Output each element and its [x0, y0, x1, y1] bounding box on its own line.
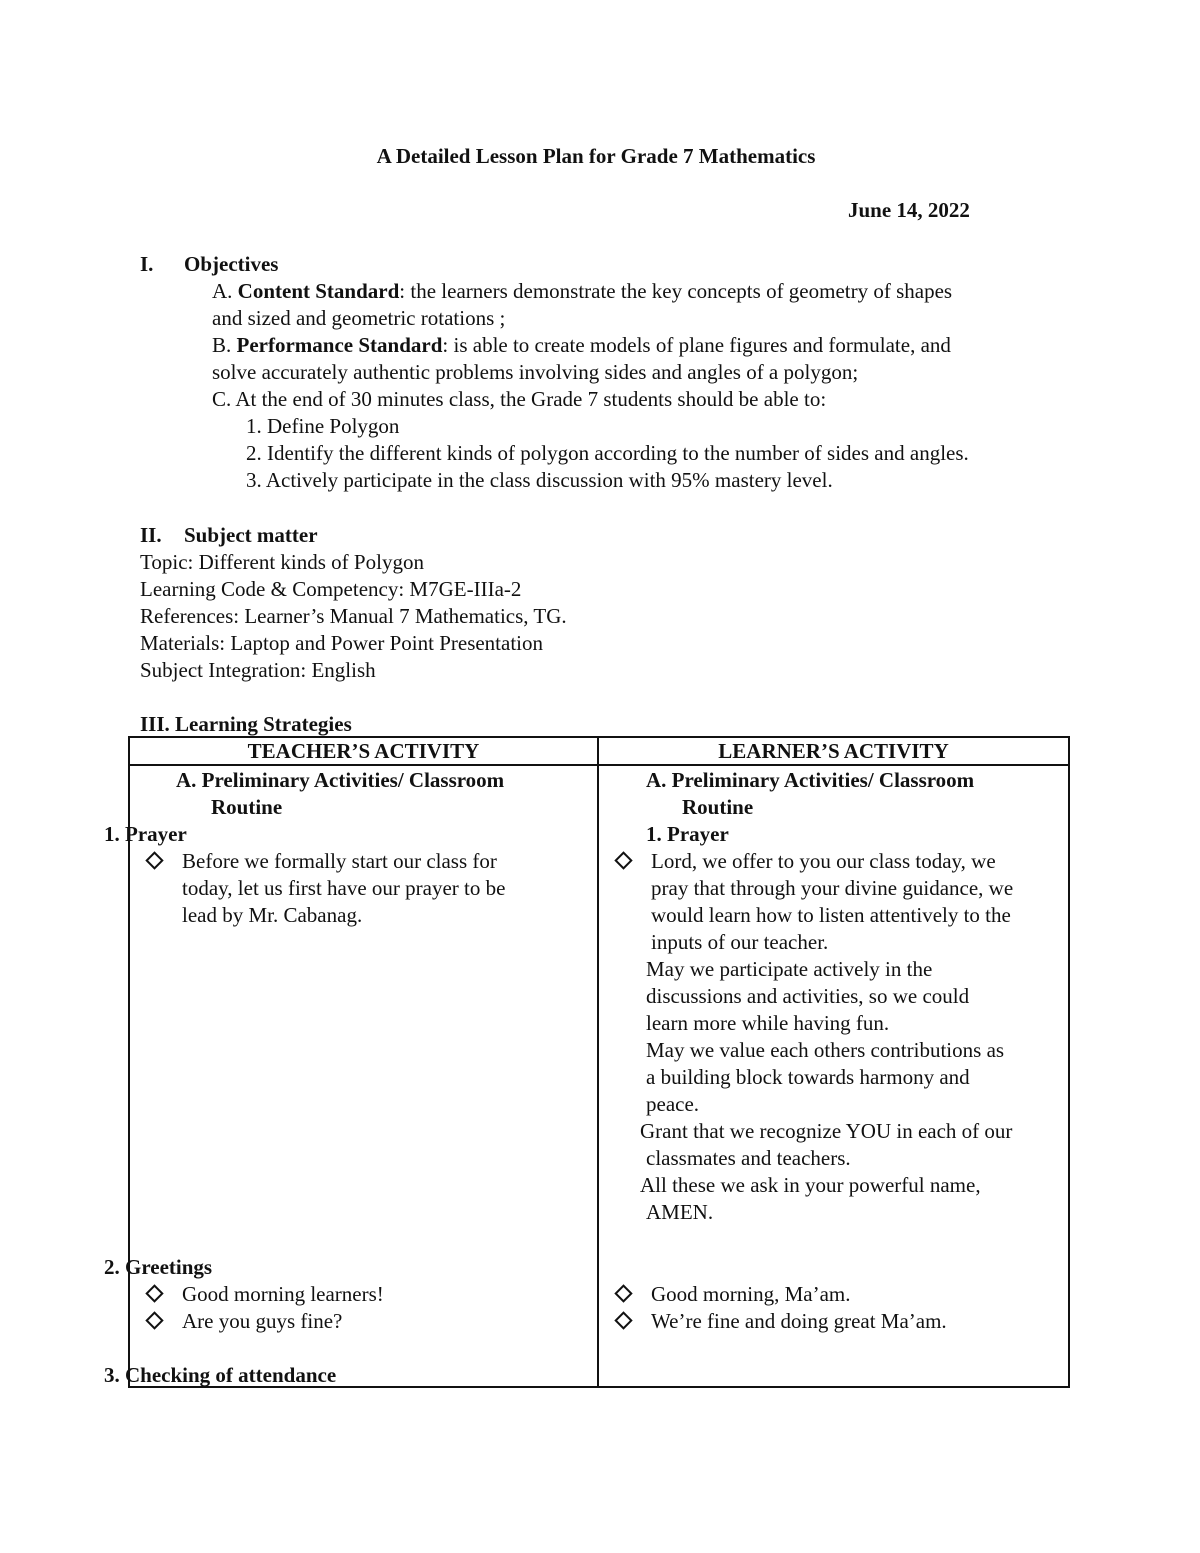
- teacher-prayer-line: Before we formally start our class for: [182, 849, 497, 873]
- teacher-prayer-line: lead by Mr. Cabanag.: [182, 903, 363, 927]
- learner-prayer-line: May we value each others contributions as: [646, 1038, 1005, 1062]
- content-standard-prefix: A.: [212, 279, 238, 303]
- performance-standard-text: : is able to create models of plane figures and formulate, and: [442, 333, 951, 357]
- learner-prayer-line: May we participate actively in the: [646, 957, 933, 981]
- learner-prayer-line: discussions and activities, so we could: [646, 984, 970, 1008]
- learner-prelim-heading: A. Preliminary Activities/ Classroom: [646, 768, 975, 792]
- teacher-greeting-item: Good morning learners!: [182, 1282, 384, 1306]
- objectives-heading: Objectives: [184, 252, 279, 276]
- teacher-attendance-heading: [104, 1362, 336, 1389]
- learner-prayer-line: pray that through your divine guidance, we: [651, 876, 1014, 900]
- learner-greeting-item: Good morning, Ma’am.: [651, 1282, 851, 1306]
- teacher-greetings-label: Greetings: [125, 1255, 213, 1279]
- document-title: A Detailed Lesson Plan for Grade 7 Mathematics: [376, 144, 816, 168]
- teacher-prelim-heading: A. Preliminary Activities/ Classroom: [176, 768, 505, 792]
- learner-prayer-line: AMEN.: [646, 1200, 714, 1224]
- learner-prelim-heading-cont: Routine: [682, 795, 754, 819]
- table-column-divider: [597, 736, 599, 1388]
- content-standard-line: [212, 278, 952, 305]
- lesson-date: June 14, 2022: [848, 198, 970, 222]
- learning-strategies-heading: III. Learning Strategies: [140, 712, 352, 736]
- teacher-greetings-heading: [104, 1254, 212, 1281]
- learner-prayer-line: would learn how to listen attentively to the: [651, 903, 1011, 927]
- performance-standard-prefix: B.: [212, 333, 237, 357]
- teacher-attendance-label: Checking of attendance: [125, 1363, 337, 1387]
- learner-prayer-heading: 1. Prayer: [646, 822, 729, 846]
- teacher-prelim-heading-cont: Routine: [211, 795, 283, 819]
- objectives-c-line: C. At the end of 30 minutes class, the Grade 7 students should be able to:: [212, 387, 827, 411]
- content-standard-continuation: and sized and geometric rotations ;: [212, 306, 506, 330]
- teacher-greetings-number: 2.: [104, 1255, 125, 1279]
- teacher-prayer-number: 1.: [104, 822, 125, 846]
- objective-item: 1. Define Polygon: [246, 414, 400, 438]
- objectives-number: I.: [140, 252, 154, 276]
- teacher-prayer-line: today, let us first have our prayer to be: [182, 876, 506, 900]
- subject-matter-line: Topic: Different kinds of Polygon: [140, 550, 424, 574]
- objective-item: 2. Identify the different kinds of polygon according to the number of sides and angles.: [246, 441, 969, 465]
- subject-matter-heading: Subject matter: [184, 523, 318, 547]
- subject-matter-number: II.: [140, 523, 162, 547]
- performance-standard-line: [212, 332, 951, 359]
- content-standard-label: Content Standard: [237, 279, 400, 303]
- teacher-prayer-label: Prayer: [125, 822, 187, 846]
- learner-prayer-line: a building block towards harmony and: [646, 1065, 970, 1089]
- performance-standard-label: Performance Standard: [236, 333, 443, 357]
- learner-activity-header: LEARNER’S ACTIVITY: [718, 739, 949, 763]
- teacher-greeting-item: Are you guys fine?: [182, 1309, 343, 1333]
- teacher-prayer-heading: [104, 821, 187, 848]
- learner-prayer-line: peace.: [646, 1092, 700, 1116]
- subject-matter-line: References: Learner’s Manual 7 Mathematics, TG.: [140, 604, 567, 628]
- objective-item: 3. Actively participate in the class discussion with 95% mastery level.: [246, 468, 833, 492]
- performance-standard-continuation: solve accurately authentic problems involving sides and angles of a polygon;: [212, 360, 859, 384]
- learner-prayer-line: Lord, we offer to you our class today, we: [651, 849, 996, 873]
- learner-greeting-item: We’re fine and doing great Ma’am.: [651, 1309, 947, 1333]
- learner-prayer-line: All these we ask in your powerful name,: [640, 1173, 981, 1197]
- subject-matter-line: Learning Code & Competency: M7GE-IIIa-2: [140, 577, 522, 601]
- learner-prayer-line: classmates and teachers.: [646, 1146, 851, 1170]
- subject-matter-line: Subject Integration: English: [140, 658, 376, 682]
- teacher-activity-header: TEACHER’S ACTIVITY: [247, 739, 480, 763]
- learner-prayer-line: Grant that we recognize YOU in each of our: [640, 1119, 1013, 1143]
- learner-prayer-line: inputs of our teacher.: [651, 930, 829, 954]
- learner-prayer-line: learn more while having fun.: [646, 1011, 890, 1035]
- teacher-attendance-number: 3.: [104, 1363, 125, 1387]
- content-standard-text: : the learners demonstrate the key concepts of geometry of shapes: [399, 279, 953, 303]
- subject-matter-line: Materials: Laptop and Power Point Presentation: [140, 631, 544, 655]
